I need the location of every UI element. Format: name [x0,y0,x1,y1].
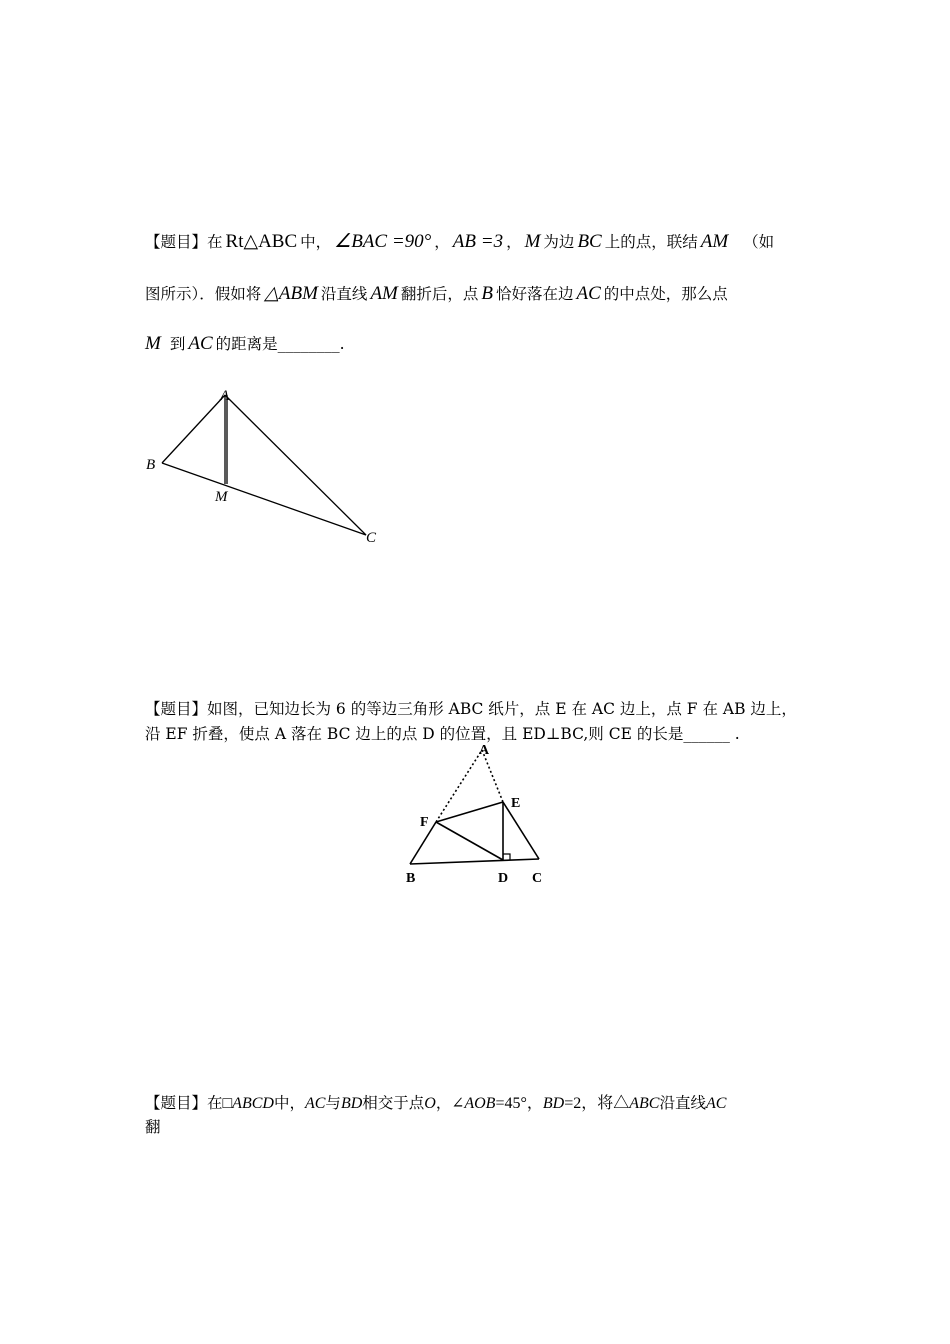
q3-text: 中， [273,1094,305,1112]
q1-text: 图所示）．假如将 [145,285,262,303]
q1-math: AC [188,333,213,354]
q1-math: M [524,231,541,252]
q1-math: AM [370,283,398,304]
q3-text: =2，将△ [564,1095,630,1112]
q1-text: 沿直线 [320,285,368,303]
q3-text: 【题目】在 [145,1094,223,1112]
q3-math: AC [304,1095,326,1112]
q3-math: □ABCD [222,1095,274,1112]
q1-text: （如 [743,233,775,251]
q3-line-2 [145,1115,161,1137]
q3-math: AC [705,1095,727,1112]
q1-line-1 [145,230,774,253]
q1-math: ∠BAC =90° [334,231,432,252]
q1-text: ， [506,233,522,251]
q1-math: B [481,283,493,304]
q2-label-c: C [532,871,543,886]
q3-math: ABC [629,1095,660,1112]
q1-math: Rt△ABC [225,231,298,252]
q3-math: AOB [464,1095,496,1112]
q1-label-c: C [366,530,377,546]
q2-line-1 [145,697,797,719]
q3-math: BD [340,1095,363,1112]
q2-text: 沿 EF 折叠，使点 A 落在 BC 边上的点 D 的位置，且 ED⊥BC,则 CE 的长是______ . [145,725,740,743]
q3-text: 沿直线 [659,1094,706,1112]
q2-label-a: A [479,743,490,758]
q1-text: 为边 [543,233,575,251]
q1-label-m: M [215,489,228,505]
q1-math: △ABM [264,283,318,304]
q2-figure [400,738,555,888]
q1-label-a: A [220,388,230,404]
q3-text: =45°， [495,1095,543,1112]
q1-math: AC [576,283,601,304]
q1-text: 的距离是________. [215,335,345,353]
q1-text: 中， [300,233,332,251]
q1-math: AB =3 [452,231,504,252]
q1-label-b: B [146,457,156,473]
q2-label-d: D [498,871,509,886]
q1-text: 的中点处，那么点 [603,285,728,303]
q1-math: M [145,333,161,354]
q1-text: 到 [169,335,186,353]
q3-math: O [424,1095,436,1112]
q1-text: ， [434,233,450,251]
q1-text: 上的点，联结 [604,233,698,251]
q1-figure [140,380,390,555]
q1-text: 翻折后，点 [400,285,479,303]
q1-line-3 [145,332,345,355]
q1-text: 【题目】在 [145,233,223,251]
q3-text: 翻 [145,1118,161,1136]
q3-text: ，∠ [435,1094,465,1112]
q2-label-e: E [511,796,521,811]
q1-line-2 [145,282,728,305]
q3-text: 相交于点 [362,1094,425,1112]
q3-math: BD [542,1095,565,1112]
q2-label-f: F [420,815,429,830]
q1-math: AM [700,231,729,252]
q1-text: 恰好落在边 [496,285,574,303]
q2-text: 【题目】如图，已知边长为 6 的等边三角形 ABC 纸片，点 E 在 AC 边上，点 F 在 AB 边上， [145,700,797,718]
q3-text: 与 [325,1094,341,1112]
q2-label-b: B [406,871,416,886]
q1-math: BC [577,231,602,252]
q3-line-1 [145,1090,726,1113]
